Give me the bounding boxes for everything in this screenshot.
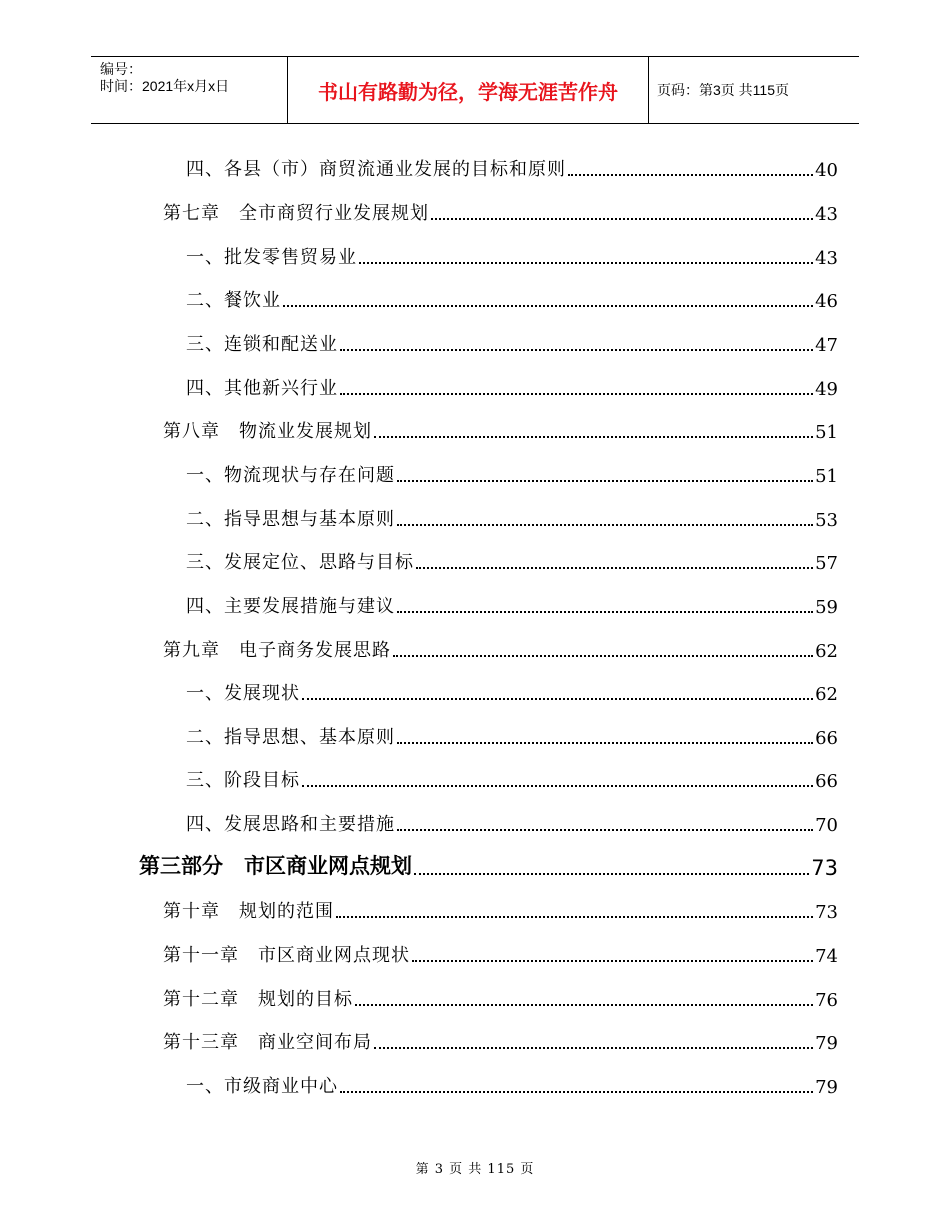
toc-dot-leader bbox=[283, 303, 813, 307]
toc-entry-title: 一、发展现状 bbox=[186, 683, 300, 704]
toc-dot-leader bbox=[397, 522, 813, 526]
toc-entry[interactable] bbox=[163, 634, 838, 662]
toc-entry-title: 第三部分 市区商业网点规划 bbox=[139, 854, 412, 878]
toc-entry-page: 53 bbox=[815, 510, 838, 531]
toc-entry-page: 79 bbox=[815, 1077, 838, 1098]
toc-entry-title: 二、餐饮业 bbox=[186, 290, 281, 311]
toc-entry-title: 三、发展定位、思路与目标 bbox=[186, 552, 414, 573]
toc-entry-title: 四、主要发展措施与建议 bbox=[186, 596, 395, 617]
toc-entry-title: 第十章 规划的范围 bbox=[163, 901, 334, 922]
toc-entry[interactable] bbox=[163, 415, 838, 443]
toc-dot-leader bbox=[359, 260, 813, 264]
toc-entry[interactable] bbox=[186, 328, 838, 356]
toc-entry-page: 43 bbox=[815, 248, 838, 269]
toc-dot-leader bbox=[340, 391, 813, 395]
header-motto: 书山有路勤为径，学海无涯苦作舟 bbox=[287, 57, 649, 123]
toc-entry-title: 第十一章 市区商业网点现状 bbox=[163, 945, 410, 966]
toc-entry-title: 一、市级商业中心 bbox=[186, 1076, 338, 1097]
toc-entry-title: 一、物流现状与存在问题 bbox=[186, 465, 395, 486]
toc-entry-title: 第十二章 规划的目标 bbox=[163, 989, 353, 1010]
toc-entry-title: 三、连锁和配送业 bbox=[186, 334, 338, 355]
toc-dot-leader bbox=[336, 914, 813, 918]
toc-dot-leader bbox=[397, 478, 813, 482]
toc-entry-title: 一、批发零售贸易业 bbox=[186, 247, 357, 268]
toc-entry[interactable] bbox=[186, 546, 838, 574]
toc-entry-page: 51 bbox=[815, 466, 838, 487]
toc-dot-leader bbox=[397, 740, 813, 744]
toc-entry[interactable] bbox=[186, 590, 838, 618]
toc-entry-page: 49 bbox=[815, 379, 838, 400]
header-meta bbox=[91, 57, 287, 123]
toc-entry-page: 73 bbox=[815, 902, 838, 923]
toc-entry[interactable] bbox=[186, 284, 838, 312]
toc-dot-leader bbox=[416, 565, 813, 569]
toc-entry-page: 47 bbox=[815, 335, 838, 356]
toc-dot-leader bbox=[302, 696, 813, 700]
toc-entry-title: 四、各县（市）商贸流通业发展的目标和原则 bbox=[186, 159, 566, 180]
toc-entry[interactable] bbox=[163, 197, 838, 225]
toc-entry[interactable] bbox=[186, 808, 838, 836]
toc-entry[interactable] bbox=[163, 1026, 838, 1054]
toc-entry-title: 二、指导思想与基本原则 bbox=[186, 509, 395, 530]
toc-entry[interactable] bbox=[163, 983, 838, 1011]
page-footer: 第 3 页 共 115 页 bbox=[415, 1162, 535, 1177]
toc-entry-title: 三、阶段目标 bbox=[186, 770, 300, 791]
toc-entry-page: 51 bbox=[815, 422, 838, 443]
toc-dot-leader bbox=[340, 1089, 813, 1093]
toc-entry-page: 43 bbox=[815, 204, 838, 225]
toc-entry-page: 57 bbox=[815, 553, 838, 574]
toc-entry[interactable] bbox=[163, 939, 838, 967]
toc-entry-page: 59 bbox=[815, 597, 838, 618]
toc-entry-title: 第八章 物流业发展规划 bbox=[163, 421, 372, 442]
toc-entry[interactable] bbox=[186, 459, 838, 487]
toc-entry-page: 73 bbox=[811, 856, 838, 880]
toc-dot-leader bbox=[340, 347, 813, 351]
document-number-label: 编号： bbox=[100, 61, 142, 77]
toc-entry-page: 62 bbox=[815, 641, 838, 662]
toc-entry-title: 第十三章 商业空间布局 bbox=[163, 1032, 372, 1053]
toc-dot-leader bbox=[414, 871, 809, 875]
toc-entry-title: 四、其他新兴行业 bbox=[186, 378, 338, 399]
toc-dot-leader bbox=[374, 434, 813, 438]
toc-entry-title: 二、指导思想、基本原则 bbox=[186, 727, 395, 748]
toc-entry-page: 70 bbox=[815, 815, 838, 836]
toc-entry-title: 第七章 全市商贸行业发展规划 bbox=[163, 203, 429, 224]
toc-dot-leader bbox=[397, 827, 813, 831]
document-time: 时间：2021年x月x日 bbox=[100, 78, 230, 94]
toc-entry[interactable] bbox=[186, 241, 838, 269]
toc-entry-page: 40 bbox=[815, 160, 838, 181]
toc-entry[interactable] bbox=[186, 677, 838, 705]
toc-entry[interactable] bbox=[139, 852, 838, 880]
toc-dot-leader bbox=[374, 1045, 813, 1049]
header-page-info: 页码：第3页 共115页 bbox=[657, 82, 789, 98]
toc-entry-page: 66 bbox=[815, 728, 838, 749]
toc-entry[interactable] bbox=[186, 372, 838, 400]
toc-entry[interactable] bbox=[163, 895, 838, 923]
toc-dot-leader bbox=[397, 609, 813, 613]
toc-dot-leader bbox=[355, 1002, 813, 1006]
toc-dot-leader bbox=[393, 653, 813, 657]
toc-entry-page: 79 bbox=[815, 1033, 838, 1054]
toc-entry[interactable] bbox=[186, 153, 838, 181]
toc-dot-leader bbox=[412, 958, 813, 962]
toc-entry[interactable] bbox=[186, 1070, 838, 1098]
toc-entry-page: 66 bbox=[815, 771, 838, 792]
toc-entry[interactable] bbox=[186, 721, 838, 749]
toc-entry-title: 第九章 电子商务发展思路 bbox=[163, 640, 391, 661]
toc-entry-title: 四、发展思路和主要措施 bbox=[186, 814, 395, 835]
toc-dot-leader bbox=[568, 172, 813, 176]
toc-entry-page: 62 bbox=[815, 684, 838, 705]
toc-entry[interactable] bbox=[186, 764, 838, 792]
toc-dot-leader bbox=[302, 783, 813, 787]
toc-entry[interactable] bbox=[186, 503, 838, 531]
toc-dot-leader bbox=[431, 216, 813, 220]
toc-entry-page: 46 bbox=[815, 291, 838, 312]
toc-entry-page: 74 bbox=[815, 946, 838, 967]
page-header bbox=[91, 56, 859, 124]
toc-entry-page: 76 bbox=[815, 990, 838, 1011]
